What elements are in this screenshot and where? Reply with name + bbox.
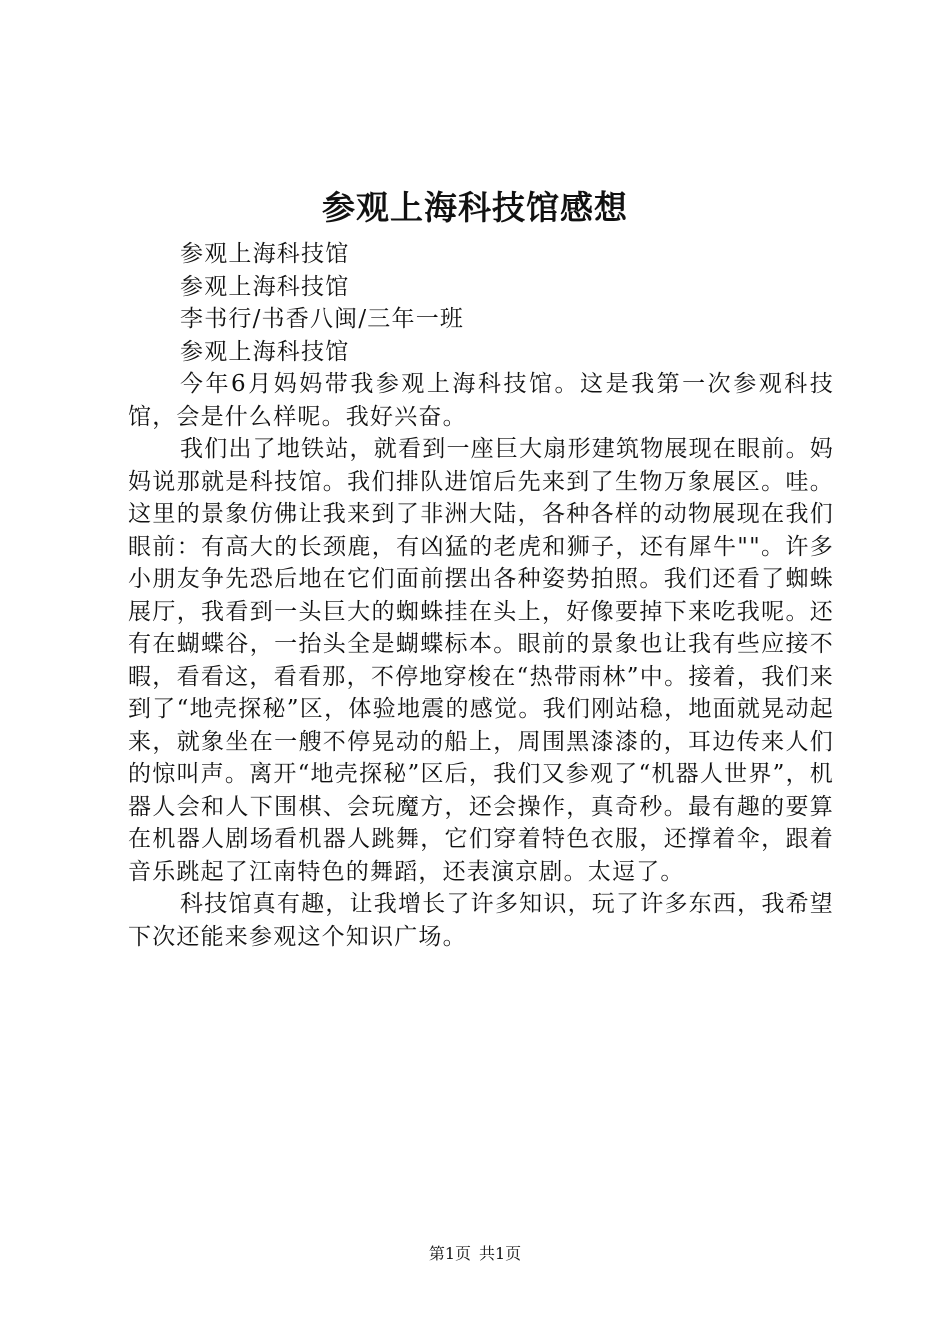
body-paragraph: 今年6月妈妈带我参观上海科技馆。这是我第一次参观科技馆，会是什么样呢。我好兴奋。 [128, 371, 834, 430]
body-paragraph: 科技馆真有趣，让我增长了许多知识，玩了许多东西，我希望下次还能来参观这个知识广场。 [128, 891, 834, 950]
document-title: 参观上海科技馆感想 [322, 188, 628, 227]
subtitle-line: 参观上海科技馆 [180, 241, 350, 267]
page-total: 共1页 [479, 1244, 522, 1263]
page-footer [0, 1243, 950, 1265]
document-body [128, 238, 834, 953]
author-line: 李书行/书香八闽/三年一班 [180, 306, 465, 332]
page-number: 第1页 [428, 1244, 471, 1263]
subtitle-line: 参观上海科技馆 [180, 273, 350, 300]
subtitle-line: 参观上海科技馆 [180, 338, 350, 365]
body-paragraph: 我们出了地铁站，就看到一座巨大扇形建筑物展现在眼前。妈妈说那就是科技馆。我们排队进馆后先来到了生物万象展区。哇。这里的景象仿佛让我来到了非洲大陆，各种各样的动物展现在我们眼前：有高大的长颈鹿，有凶猛的老虎和狮子，还有犀牛""。许多小朋友争先恐后地在它们面前摆出各种姿势拍照。我们还看了蜘蛛展厅，我看到一头巨大的蜘蛛挂在头上，好像要掉下来吃我呢。还有在蝴蝶谷，一抬头全是蝴蝶标本。眼前的景象也让我有些应接不暇，看看这，看看那，不停地穿梭在“热带雨林”中。接着，我们来到了“地壳探秘”区，体验地震的感觉。我们刚站稳，地面就晃动起来，就象坐在一艘不停晃动的船上，周围黑漆漆的，耳边传来人们的惊叫声。离开“地壳探秘”区后，我们又参观了“机器人世界”，机器人会和人下围棋、会玩魔方，还会操作，真奇秒。最有趣的要算在机器人剧场看机器人跳舞，它们穿着特色衣服，还撑着伞，跟着音乐跳起了江南特色的舞蹈，还表演京剧。太逗了。 [128, 436, 834, 885]
